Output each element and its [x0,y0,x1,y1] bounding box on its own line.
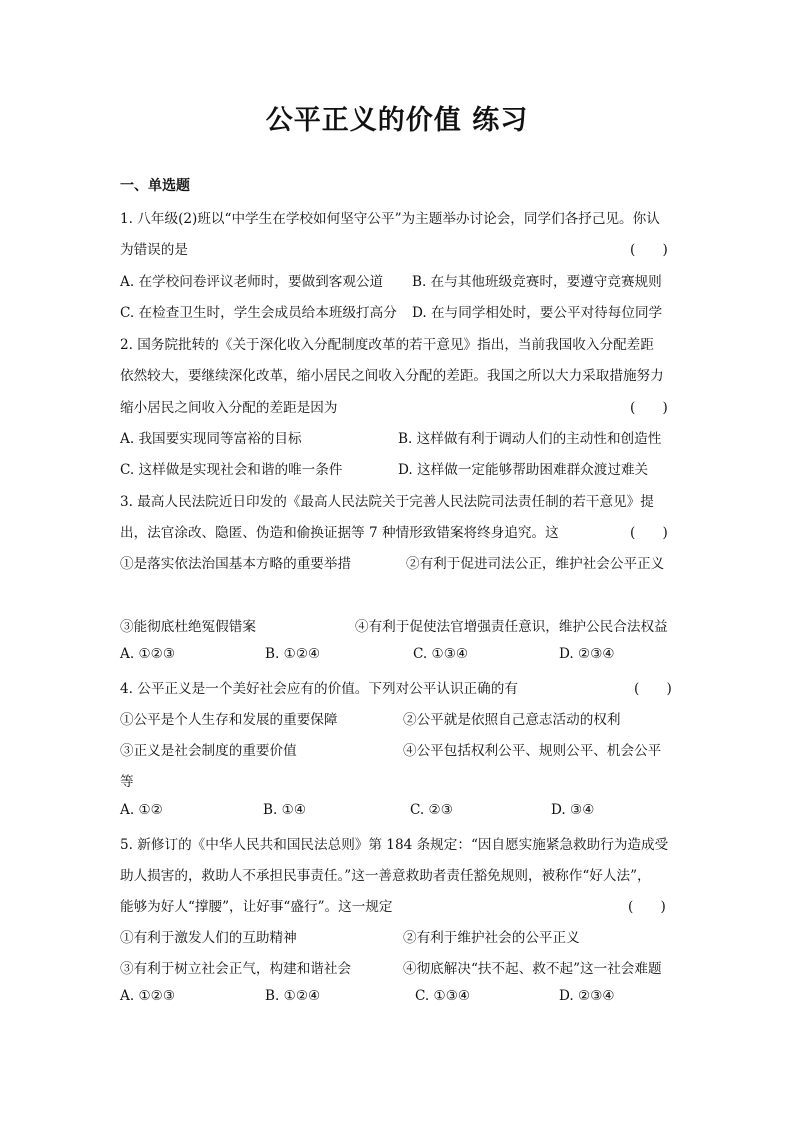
q1-option-a: A. 在学校问卷评议老师时，要做到客观公道 [120,274,384,290]
q3-item-4: ④有利于促使法官增强责任意识，维护公民合法权益 [355,619,668,635]
q5-option-d: D. ②③④ [559,988,615,1004]
q4-option-a: A. ①② [120,802,163,818]
q5-line-3: 能够为好人“撑腰”，让好事“盛行”。这一规定 [120,899,393,915]
q5-item-2: ②有利于维护社会的公平正义 [403,930,580,946]
q4-item-4-wrap: 等 [120,774,134,790]
q4-option-c: C. ②③ [410,802,453,818]
page-title: 公平正义的价值 练习 [265,105,529,136]
q4-line-1: 4. 公平正义是一个美好社会应有的价值。下列对公平认识正确的有 [120,681,518,697]
q4-option-d: D. ③④ [551,802,595,818]
q5-item-3: ③有利于树立社会正气，构建和谐社会 [120,961,352,977]
q3-line-1: 3. 最高人民法院近日印发的《最高人民法院关于完善人民法院司法责任制的若干意见》提 [120,494,654,510]
q2-option-c: C. 这样做是实现社会和谐的唯一条件 [120,462,343,478]
q4-item-4: ④公平包括权利公平、规则公平、机会公平 [403,743,662,759]
q1-option-b: B. 在与其他班级竞赛时，要遵守竞赛规则 [412,274,662,290]
q2-answer-paren: ( ) [630,400,668,416]
q2-option-d: D. 这样做一定能够帮助困难群众渡过难关 [398,462,649,478]
q1-answer-paren: ( ) [630,242,668,258]
q2-option-a: A. 我国要实现同等富裕的目标 [120,431,302,447]
q2-line-2: 依然较大，要继续深化改革，缩小居民之间收入分配的差距。我国之所以大力采取措施努力 [120,368,664,384]
q2-line-3: 缩小居民之间收入分配的差距是因为 [120,400,338,416]
q3-option-c: C. ①③④ [413,646,469,662]
q4-item-1: ①公平是个人生存和发展的重要保障 [120,712,338,728]
q5-line-2: 助人损害的，救助人不承担民事责任。”这一善意救助者责任豁免规则，被称作“好人法”， [120,868,651,884]
q3-line-2: 出，法官涂改、隐匿、伪造和偷换证据等 7 种情形致错案将终身追究。这 [120,525,559,541]
q4-answer-paren: ( ) [634,681,672,697]
q1-line-1: 1. 八年级(2)班以“中学生在学校如何坚守公平”为主题举办讨论会，同学们各抒己见。你认 [120,211,660,227]
q3-item-1: ①是落实依法治国基本方略的重要举措 [120,556,352,572]
q5-item-1: ①有利于激发人们的互助精神 [120,930,297,946]
q3-answer-paren: ( ) [630,525,668,541]
q3-item-2: ②有利于促进司法公正，维护社会公平正义 [406,556,665,572]
q4-option-b: B. ①④ [263,802,307,818]
q5-option-c: C. ①③④ [415,988,471,1004]
q3-option-a: A. ①②③ [120,646,176,662]
section-heading: 一、单选题 [120,178,190,194]
q5-option-b: B. ①②④ [265,988,321,1004]
q1-option-d: D. 在与同学相处时，要公平对待每位同学 [412,305,663,321]
q5-line-1: 5. 新修订的《中华人民共和国民法总则》第 184 条规定：“因自愿实施紧急救助行为造成受 [120,837,669,853]
q4-item-3: ③正义是社会制度的重要价值 [120,743,297,759]
q5-answer-paren: ( ) [628,899,666,915]
q4-item-2: ②公平就是依照自己意志活动的权利 [403,712,621,728]
q5-option-a: A. ①②③ [120,988,176,1004]
q2-line-1: 2. 国务院批转的《关于深化收入分配制度改革的若干意见》指出，当前我国收入分配差距 [120,337,654,353]
q2-option-b: B. 这样做有利于调动人们的主动性和创造性 [398,431,662,447]
q1-option-c: C. 在检查卫生时，学生会成员给本班级打高分 [120,305,397,321]
q3-option-b: B. ①②④ [265,646,321,662]
q1-line-2: 为错误的是 [120,242,188,258]
q3-item-3: ③能彻底杜绝冤假错案 [120,619,256,635]
q3-option-d: D. ②③④ [559,646,615,662]
q5-item-4: ④彻底解决“扶不起、救不起”这一社会难题 [403,961,662,977]
